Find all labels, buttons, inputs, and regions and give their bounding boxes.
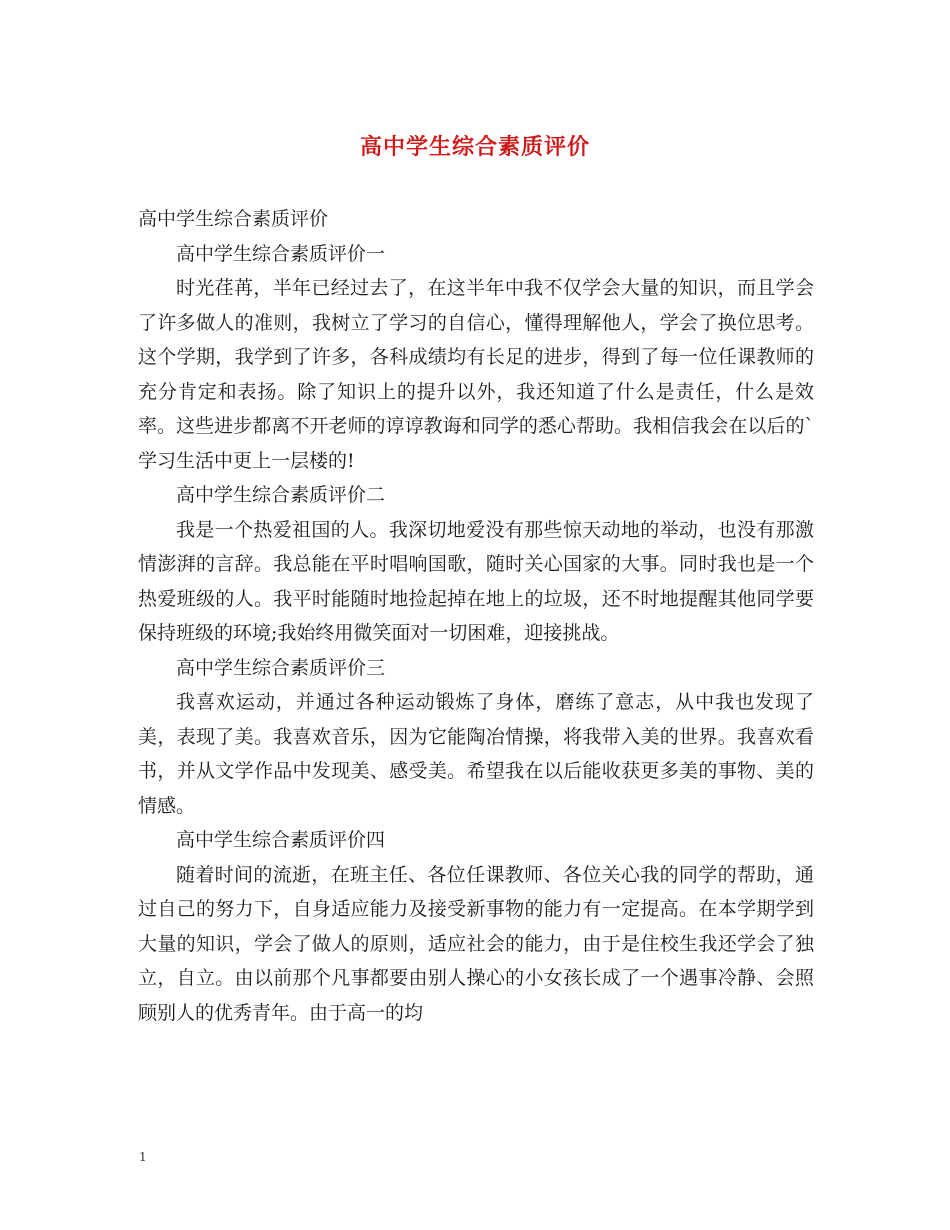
- section-heading-4: 高中学生综合素质评价四: [176, 829, 386, 851]
- paragraph-1: 时光荏苒，半年已经过去了，在这半年中我不仅学会大量的知识，而且学会了许多做人的准则，我树立了学习的自信心，懂得理解他人，学会了换位思考。这个学期，我学到了许多，各科成绩均有长足的进步，得到了每一位任课教师的充分肯定和表扬。除了知识上的提升以外，我还知道了什么是责任，什么是效率。这些进步都离不开老师的谆谆教诲和同学的悉心帮助。我相信我会在以后的`学习生活中更上一层楼的!: [138, 277, 814, 472]
- paragraph-2: 我是一个热爱祖国的人。我深切地爱没有那些惊天动地的举动，也没有那激情澎湃的言辞。我总能在平时唱响国歌，随时关心国家的大事。同时我也是一个热爱班级的人。我平时能随时地捡起掉在地上的垃圾，还不时地提醒其他同学要保持班级的环境;我始终用微笑面对一切困难，迎接挑战。: [138, 518, 814, 644]
- document-title: 高中学生综合素质评价: [359, 134, 590, 160]
- section-heading-2: 高中学生综合素质评价二: [176, 484, 386, 506]
- page-number: 1: [139, 1150, 147, 1164]
- paragraph-3: 我喜欢运动，并通过各种运动锻炼了身体，磨练了意志，从中我也发现了美，表现了美。我喜欢音乐，因为它能陶冶情操，将我带入美的世界。我喜欢看书，并从文学作品中发现美、感受美。希望我在以后能收获更多美的事物、美的情感。: [138, 691, 814, 817]
- section-heading-1: 高中学生综合素质评价一: [176, 242, 386, 265]
- paragraph-4: 随着时间的流逝，在班主任、各位任课教师、各位关心我的同学的帮助，通过自己的努力下，自身适应能力及接受新事物的能力有一定提高。在本学期学到大量的知识，学会了做人的原则，适应社会的能力，由于是住校生我还学会了独立，自立。由以前那个凡事都要由别人操心的小女孩长成了一个遇事冷静、会照顾别人的优秀青年。由于高一的均: [138, 863, 814, 1024]
- document-body: [138, 202, 814, 1030]
- section-heading-3: 高中学生综合素质评价三: [176, 656, 386, 679]
- paragraph-heading: 高中学生综合素质评价: [138, 208, 329, 230]
